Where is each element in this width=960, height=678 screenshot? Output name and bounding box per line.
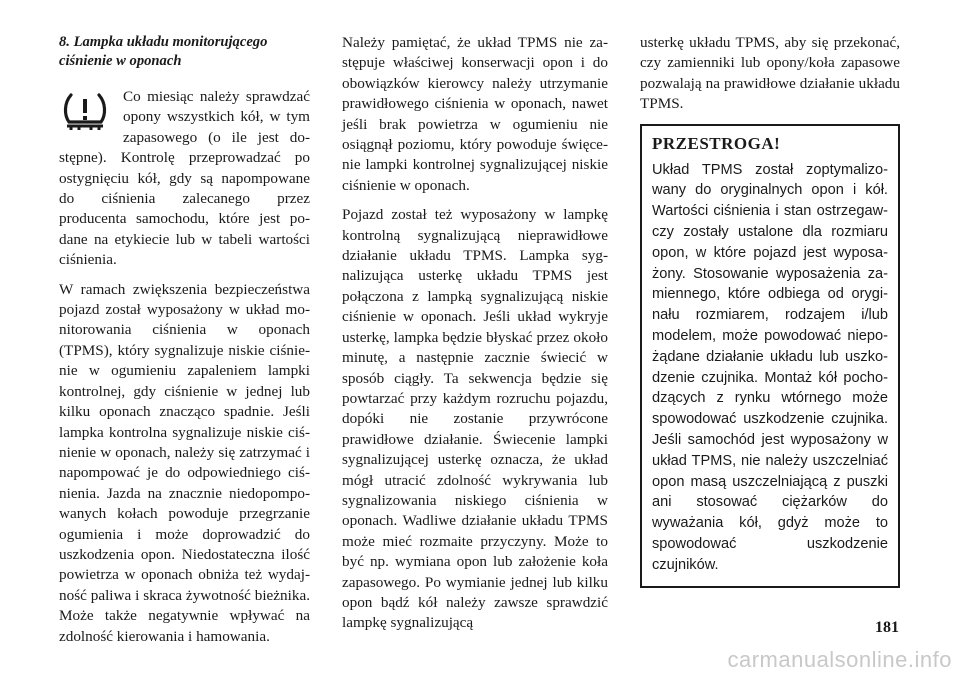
paragraph-tpms-maintenance: Należy pamiętać, że układ TPMS nie zastępuje właściwej konserwacji opon i do obowiązków kierowcy należy utrzymanie prawidłowego ciśnienia w oponach, nawet jeśli brak powietrza w ogumieniu nie osiągnął poziomu, który powoduje święcenie lampki kontrolnej sygnalizującej niskie ciśnienie w oponach.: [342, 34, 608, 194]
page-number: 181: [875, 619, 899, 636]
watermark: carmanualsonline.info: [727, 647, 952, 672]
left-column: [59, 33, 310, 656]
paragraph-tpms-malfunction: Pojazd został też wyposażony w lampkę kontrolną sygnalizującą nieprawidłowe działanie układu TPMS. Lampka sygnalizująca usterkę układu TPMS jest połączona z lampką sygnalizującą niskie ciśnienie w oponach. Jeśli układ wykryje usterkę, lampka będzie błyskać przez około minutę, a następnie zacznie świecić w sposób ciągły. Ta sekwencja będzie się powtarzać przy każdym rozruchu pojazdu, dopóki nie zostanie przywrócone prawidłowe działanie. Świecenie lampki sygnalizującej usterkę oznacza, że układ mógł utracić zdolność wykrywania lub sygnalizowania niskiego ciśnienia w oponach. Wadliwe działanie układu TPMS może mieć rozmaite przyczyny. Może to być np. wymiana opon lub założenie koła zapasowego. Po wymianie jednej lub kilku opon bądź kół należy zawsze sprawdzić lampkę sygnalizującą: [342, 206, 608, 632]
right-column: [640, 33, 900, 588]
caution-box: [640, 124, 900, 588]
middle-column: [342, 33, 608, 643]
section-heading: [59, 33, 310, 71]
tire-pressure-warning-icon: [61, 91, 109, 131]
paragraph-continuation: usterkę układu TPMS, aby się przekonać, czy zamienniki lub opony/koła zapasowe pozwalają na prawidłowe działanie układu TPMS.: [640, 34, 900, 113]
section-heading-line1: 8. Lampka układu monitorującego: [59, 34, 268, 50]
caution-title: PRZESTROGA!: [652, 133, 781, 153]
caution-text: Układ TPMS został zoptymalizowany do oryginalnych opon i kół. Wartości ciśnienia i stan ostrzegawczy zostały ustalone dla rozmiaru opon, w które pojazd jest wyposażony. Stosowanie wyposażenia zamiennego, które odbiega od oryginału rozmiarem, rodzajem i/lub modelem, może powodować niepożądane działanie układu lub uszkodzenie czujnika. Montaż kół pochodzących z rynku wtórnego może spowodować uszkodzenie czujnika. Jeśli samochód jest wyposażony w układ TPMS, nie należy uszczelniać opon masą uszczelniającą z puszki ani stosować ciężarków do wyważania kół, gdyż może to spowodować uszkodzenie czujników.: [652, 161, 888, 573]
section-heading-line2: ciśnienie w oponach: [59, 53, 182, 69]
paragraph-tpms-intro: W ramach zwiększenia bezpieczeństwa pojazd został wyposażony w układ monitorowania ciśnienia w oponach (TPMS), który sygnalizuje niskie ciśnienie w ogumieniu zapaleniem lampki kontrolnej, gdy ciśnienie w jednej lub kilku oponach znacząco spadnie. Jeśli lampka kontrolna sygnalizuje niskie ciśnienie w oponach, należy się zatrzymać i napompować je do odpowiedniego ciśnienia. Jazda na znacznie niedopompowanych kołach powoduje przegrzanie ogumienia i może doprowadzić do uszkodzenia opon. Niedostateczna ilość powietrza w oponach obniża też wydajność paliwa i skraca żywotność bieżnika. Może także negatywnie wpływać na zdolność kierowania i hamowania.: [59, 280, 310, 645]
paragraph-monthly-check: Co miesiąc należy sprawdzać opony wszystkich kół, w tym zapasowego (o ile jest dostępne). Kontrolę przeprowadzać po ostygnięciu kół, gdy są napompowane do ciśnienia zalecanego przez producenta samochodu, które jest podane na etykiecie lub w tabeli wartości ciśnienia.: [59, 88, 310, 269]
